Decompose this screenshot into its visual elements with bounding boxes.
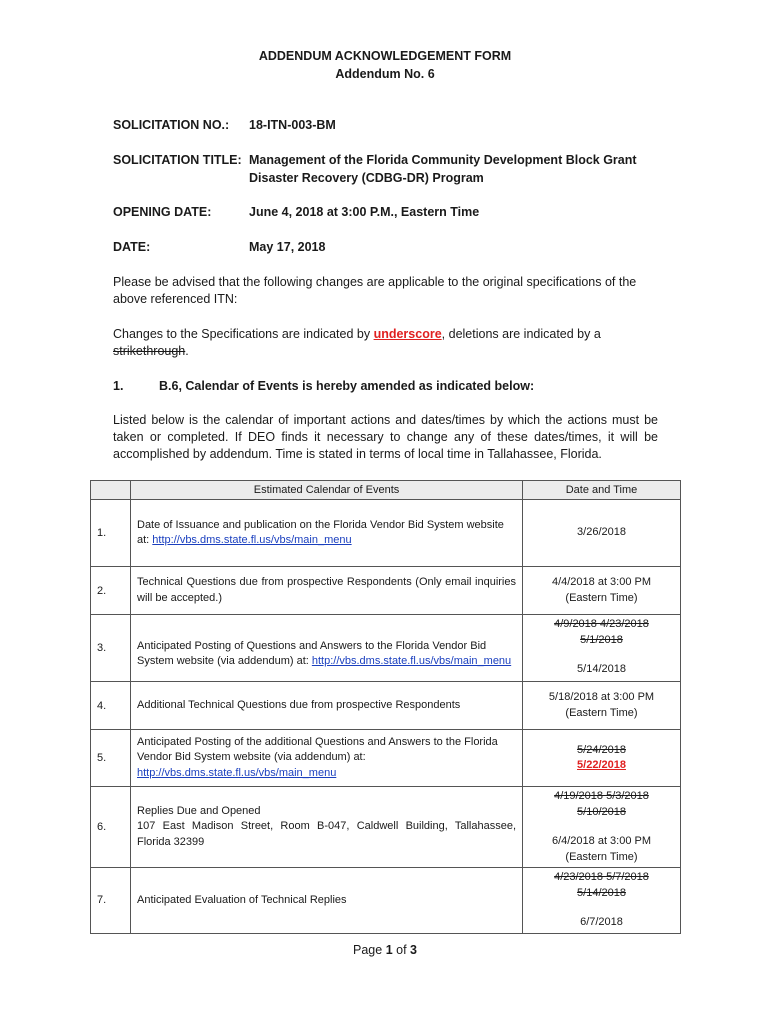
row-number: 7. [91, 868, 131, 934]
row-number: 1. [91, 500, 131, 567]
changes-prefix: Changes to the Specifications are indicated by [113, 327, 374, 341]
solicitation-no-value: 18-ITN-003-BM [249, 118, 336, 132]
vbs-link[interactable]: http://vbs.dms.state.fl.us/vbs/main_menu [311, 655, 512, 667]
underscore-example: underscore [373, 327, 442, 341]
intro-paragraph: Please be advised that the following changes are applicable to the original specifications of the above referenced ITN: [113, 275, 637, 306]
date-subtext: (Eastern Time) [565, 706, 638, 719]
row-description: Anticipated Evaluation of Technical Replies [131, 868, 523, 934]
table-row [91, 682, 681, 730]
table-row [91, 615, 681, 682]
vbs-link[interactable]: http://vbs.dms.state.fl.us/vbs/main_menu [152, 534, 352, 546]
calendar-table [90, 480, 681, 934]
current-date: 6/7/2018 [580, 916, 623, 928]
description-text: Date of Issuance and publication on the Florida Vendor Bid System website at: [137, 518, 504, 546]
struck-date: 4/19/2018 5/3/2018 [554, 790, 649, 802]
row-date [523, 868, 681, 934]
solicitation-title-label: SOLICITATION TITLE: [113, 153, 242, 167]
table-row [91, 787, 681, 868]
row-date [523, 787, 681, 868]
strikethrough-example: strikethrough [113, 344, 186, 358]
row-date [523, 615, 681, 682]
row-number: 6. [91, 787, 131, 868]
table-row [91, 567, 681, 615]
row-number: 4. [91, 682, 131, 730]
changes-middle: , deletions are indicated by a [441, 327, 601, 341]
calendar-intro: Listed below is the calendar of important actions and dates/times by which the actions must be taken or completed. If DEO finds it necessary to change any of these dates/times, it will be accomplished by addendum. Time is stated in terms of local time in Tallahassee, Florida. [113, 413, 658, 461]
table-row [91, 868, 681, 934]
description-text: Anticipated Posting of the additional Questions and Answers to the Florida Vendor Bid System website (via addendum) at: [137, 735, 498, 764]
new-date: 5/22/2018 [577, 759, 626, 771]
current-date: 6/4/2018 at 3:00 PM [551, 835, 652, 847]
changes-note [113, 326, 658, 360]
current-date-subtext: (Eastern Time) [565, 850, 638, 863]
date-value: May 17, 2018 [249, 240, 326, 254]
total-pages: 3 [410, 943, 417, 957]
table-header-row [91, 481, 681, 500]
struck-date: 4/23/2018 5/7/2018 [554, 871, 649, 883]
row-date [523, 682, 681, 730]
header-date-cell: Date and Time [523, 481, 681, 500]
row-number: 2. [91, 567, 131, 615]
row-description: Additional Technical Questions due from prospective Respondents [131, 682, 523, 730]
vbs-link[interactable]: http://vbs.dms.state.fl.us/vbs/main_menu [137, 766, 337, 779]
section-number: 1. [113, 379, 124, 393]
date-subtext: (Eastern Time) [565, 591, 638, 604]
addendum-number: Addendum No. 6 [335, 67, 435, 81]
struck-date: 5/24/2018 [577, 743, 626, 756]
page-footer [0, 943, 770, 957]
struck-date: 5/10/2018 [577, 805, 626, 818]
struck-date: 5/14/2018 [577, 886, 626, 899]
row-description [131, 615, 523, 682]
solicitation-title-value: Management of the Florida Community Development Block Grant Disaster Recovery (CDBG-DR) Program [249, 153, 637, 185]
row-date [523, 500, 681, 567]
header-events-cell: Estimated Calendar of Events [131, 481, 523, 500]
table-row [91, 730, 681, 787]
date-label: DATE: [113, 240, 151, 254]
struck-date: 4/9/2018 4/23/2018 [554, 618, 649, 630]
footer-middle: of [392, 943, 411, 957]
section-heading: B.6, Calendar of Events is hereby amended as indicated below: [159, 379, 535, 393]
changes-suffix: . [185, 344, 189, 358]
opening-date-label: OPENING DATE: [113, 205, 212, 219]
solicitation-no-label: SOLICITATION NO.: [113, 118, 230, 132]
date-text: 3/26/2018 [577, 526, 626, 539]
description-text: Anticipated Posting of Questions and Answers to the Florida Vendor Bid System website (via addendum) at: [137, 639, 487, 667]
row-date [523, 730, 681, 787]
table-row [91, 500, 681, 567]
row-description [131, 730, 523, 787]
struck-date: 5/1/2018 [580, 633, 623, 646]
row-description: Technical Questions due from prospective Respondents (Only email inquiries will be accepted.) [131, 567, 523, 615]
header-num-cell [91, 481, 131, 500]
row-description: Replies Due and Opened 107 East Madison Street, Room B-047, Caldwell Building, Tallahassee, Florida 32399 [131, 787, 523, 868]
row-number: 5. [91, 730, 131, 787]
current-date: 5/14/2018 [577, 663, 626, 675]
row-number: 3. [91, 615, 131, 682]
row-date [523, 567, 681, 615]
form-title: ADDENDUM ACKNOWLEDGEMENT FORM [258, 49, 512, 63]
row-description [131, 500, 523, 567]
current-page: 1 [385, 943, 393, 957]
footer-prefix: Page [353, 943, 386, 957]
opening-date-value: June 4, 2018 at 3:00 P.M., Eastern Time [249, 205, 480, 219]
date-text: 4/4/2018 at 3:00 PM [551, 576, 652, 588]
date-text: 5/18/2018 at 3:00 PM [548, 691, 655, 703]
